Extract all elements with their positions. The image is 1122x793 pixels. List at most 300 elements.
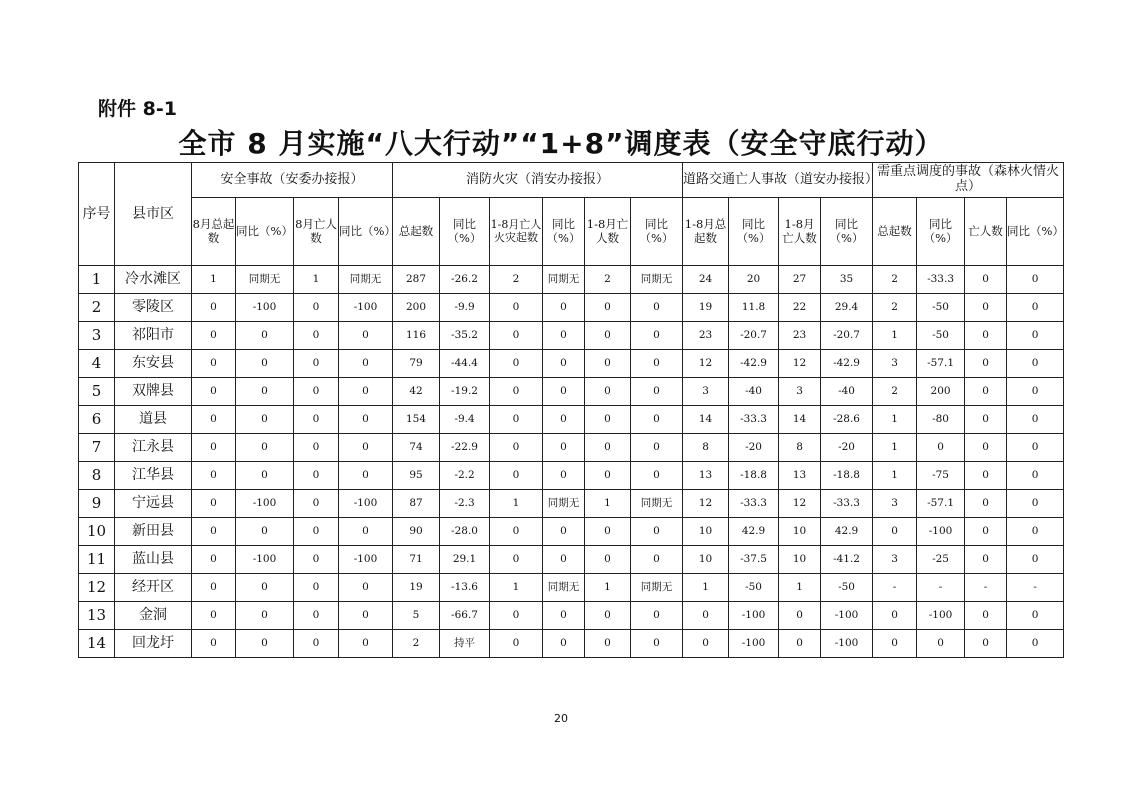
table-row	[79, 630, 1064, 658]
table-cell: -66.7	[440, 602, 490, 630]
table-row	[79, 602, 1064, 630]
table-cell: 0	[779, 630, 821, 658]
table-cell: 0	[294, 630, 339, 658]
county-name: 江永县	[115, 434, 192, 462]
table-cell: -100	[821, 602, 873, 630]
table-cell: 0	[585, 434, 631, 462]
table-cell: 0	[236, 406, 294, 434]
table-cell: 0	[490, 602, 543, 630]
table-cell: 8	[683, 434, 729, 462]
table-cell: 0	[1007, 378, 1064, 406]
table-row	[79, 434, 1064, 462]
table-cell: 0	[192, 378, 236, 406]
table-cell: 0	[339, 462, 393, 490]
table-cell: 0	[236, 602, 294, 630]
table-row	[79, 574, 1064, 602]
table-cell: 持平	[440, 630, 490, 658]
table-cell: 0	[631, 322, 683, 350]
table-cell: 12	[779, 350, 821, 378]
table-cell: 0	[965, 294, 1007, 322]
header-sub: 同比（%）	[440, 198, 490, 266]
table-cell: 13	[779, 462, 821, 490]
table-cell: -100	[236, 294, 294, 322]
table-cell: 0	[543, 602, 585, 630]
table-cell: 2	[873, 378, 917, 406]
table-cell: -100	[917, 518, 965, 546]
table-cell: -25	[917, 546, 965, 574]
table-cell: 19	[393, 574, 440, 602]
table-cell: 0	[965, 378, 1007, 406]
table-cell: 24	[683, 266, 729, 294]
table-cell: 2	[393, 630, 440, 658]
table-cell: 1	[873, 462, 917, 490]
table-cell: 同期无	[543, 574, 585, 602]
table-cell: 0	[1007, 602, 1064, 630]
table-cell: 0	[294, 490, 339, 518]
table-cell: 0	[683, 630, 729, 658]
table-cell: 0	[631, 630, 683, 658]
table-cell: 0	[543, 434, 585, 462]
table-cell: 0	[965, 322, 1007, 350]
table-row	[79, 518, 1064, 546]
table-cell: 0	[1007, 546, 1064, 574]
table-cell: -42.9	[729, 350, 779, 378]
table-cell: -41.2	[821, 546, 873, 574]
county-name: 冷水滩区	[115, 266, 192, 294]
table-cell: -100	[236, 490, 294, 518]
table-cell: 0	[294, 406, 339, 434]
table-cell: 0	[339, 350, 393, 378]
county-name: 双牌县	[115, 378, 192, 406]
header-sub: 同比（%）	[821, 198, 873, 266]
table-cell: 0	[1007, 294, 1064, 322]
row-number: 10	[79, 518, 115, 546]
table-cell: 0	[873, 630, 917, 658]
table-cell: 0	[339, 574, 393, 602]
table-cell: 0	[236, 350, 294, 378]
table-cell: 5	[393, 602, 440, 630]
table-cell: 0	[965, 546, 1007, 574]
table-cell: 0	[192, 434, 236, 462]
table-cell: 0	[965, 266, 1007, 294]
header-seq: 序号	[79, 163, 115, 266]
county-name: 经开区	[115, 574, 192, 602]
page-number: 20	[554, 712, 568, 725]
table-cell: 3	[873, 490, 917, 518]
table-cell: 0	[631, 462, 683, 490]
county-name: 道县	[115, 406, 192, 434]
table-cell: 0	[917, 630, 965, 658]
table-cell: 42	[393, 378, 440, 406]
table-cell: -57.1	[917, 490, 965, 518]
table-row	[79, 546, 1064, 574]
table-cell: 0	[631, 602, 683, 630]
table-cell: 0	[1007, 350, 1064, 378]
table-cell: 1	[490, 574, 543, 602]
table-cell: 0	[585, 602, 631, 630]
county-name: 蓝山县	[115, 546, 192, 574]
table-cell: 0	[490, 294, 543, 322]
table-row	[79, 294, 1064, 322]
county-name: 零陵区	[115, 294, 192, 322]
table-cell: 0	[339, 378, 393, 406]
table-cell: 0	[1007, 266, 1064, 294]
table-cell: 12	[683, 350, 729, 378]
row-number: 6	[79, 406, 115, 434]
table-cell: -2.3	[440, 490, 490, 518]
table-cell: 同期无	[631, 266, 683, 294]
table-cell: 0	[631, 294, 683, 322]
table-cell: 1	[192, 266, 236, 294]
table-cell: 0	[873, 518, 917, 546]
table-cell: 10	[779, 518, 821, 546]
table-cell: -40	[729, 378, 779, 406]
table-cell: 0	[965, 434, 1007, 462]
table-cell: -100	[339, 294, 393, 322]
table-cell: 42.9	[821, 518, 873, 546]
county-name: 回龙圩	[115, 630, 192, 658]
table-cell: 0	[631, 546, 683, 574]
table-cell: -2.2	[440, 462, 490, 490]
table-cell: 0	[965, 406, 1007, 434]
table-cell: 0	[339, 602, 393, 630]
table-cell: 0	[192, 518, 236, 546]
table-cell: 0	[490, 322, 543, 350]
table-cell: 0	[294, 574, 339, 602]
page-title: 全市 8 月实施“八大行动”“1+8”调度表（安全守底行动）	[178, 127, 944, 160]
table-cell: 0	[585, 406, 631, 434]
table-cell: 35	[821, 266, 873, 294]
header-group-fire: 消防火灾（消安办接报）	[393, 163, 683, 198]
table-cell: 0	[965, 630, 1007, 658]
county-name: 江华县	[115, 462, 192, 490]
table-cell: -50	[821, 574, 873, 602]
table-cell: 200	[917, 378, 965, 406]
table-cell: 0	[192, 574, 236, 602]
table-cell: 0	[873, 602, 917, 630]
table-cell: -20	[821, 434, 873, 462]
table-row	[79, 350, 1064, 378]
table-cell: 2	[490, 266, 543, 294]
table-cell: 0	[294, 434, 339, 462]
county-name: 新田县	[115, 518, 192, 546]
table-cell: 0	[543, 406, 585, 434]
table-cell: 0	[543, 630, 585, 658]
table-cell: 0	[236, 434, 294, 462]
header-sub: 同比（%）	[631, 198, 683, 266]
table-cell: -9.9	[440, 294, 490, 322]
table-cell: -	[917, 574, 965, 602]
table-cell: 2	[873, 294, 917, 322]
table-cell: -22.9	[440, 434, 490, 462]
table-cell: 29.4	[821, 294, 873, 322]
table-cell: 12	[779, 490, 821, 518]
table-cell: 0	[294, 350, 339, 378]
header-sub: 同比（%）	[543, 198, 585, 266]
row-number: 5	[79, 378, 115, 406]
table-cell: 8	[779, 434, 821, 462]
header-sub: 1-8月亡人数	[779, 198, 821, 266]
header-group-safety: 安全事故（安委办接报）	[192, 163, 393, 198]
table-cell: 0	[294, 518, 339, 546]
row-number: 2	[79, 294, 115, 322]
table-cell: 154	[393, 406, 440, 434]
table-cell: -28.6	[821, 406, 873, 434]
table-cell: 1	[294, 266, 339, 294]
header-group-traffic: 道路交通亡人事故（道安办接报）	[683, 163, 873, 198]
table-cell: -100	[236, 546, 294, 574]
table-cell: 0	[917, 434, 965, 462]
table-cell: 3	[779, 378, 821, 406]
table-cell: 0	[490, 406, 543, 434]
table-cell: -20.7	[821, 322, 873, 350]
table-cell: 0	[490, 518, 543, 546]
table-cell: 23	[683, 322, 729, 350]
table-cell: 0	[192, 350, 236, 378]
table-cell: -100	[821, 630, 873, 658]
table-cell: 0	[1007, 518, 1064, 546]
table-cell: -44.4	[440, 350, 490, 378]
table-cell: -	[965, 574, 1007, 602]
header-sub: 总起数	[393, 198, 440, 266]
table-cell: 同期无	[631, 574, 683, 602]
table-cell: 3	[873, 546, 917, 574]
table-cell: 0	[294, 378, 339, 406]
table-cell: 0	[294, 462, 339, 490]
table-cell: -37.5	[729, 546, 779, 574]
table-cell: -33.3	[821, 490, 873, 518]
table-cell: 0	[236, 518, 294, 546]
table-cell: 0	[236, 574, 294, 602]
table-cell: -20	[729, 434, 779, 462]
table-cell: 同期无	[339, 266, 393, 294]
table-cell: 1	[490, 490, 543, 518]
table-cell: 1	[873, 322, 917, 350]
table-cell: 0	[965, 602, 1007, 630]
table-cell: 0	[585, 546, 631, 574]
table-cell: 29.1	[440, 546, 490, 574]
table-cell: 87	[393, 490, 440, 518]
table-row	[79, 378, 1064, 406]
table-cell: 2	[873, 266, 917, 294]
table-cell: 13	[683, 462, 729, 490]
table-cell: 0	[543, 350, 585, 378]
table-cell: 同期无	[236, 266, 294, 294]
table-cell: -26.2	[440, 266, 490, 294]
table-cell: -13.6	[440, 574, 490, 602]
table-cell: 12	[683, 490, 729, 518]
header-sub: 1-8月总起数	[683, 198, 729, 266]
table-cell: 0	[192, 630, 236, 658]
table-cell: -50	[917, 322, 965, 350]
table-cell: 42.9	[729, 518, 779, 546]
row-number: 3	[79, 322, 115, 350]
table-cell: 14	[683, 406, 729, 434]
table-cell: 2	[585, 266, 631, 294]
table-cell: -100	[339, 546, 393, 574]
table-cell: -33.3	[729, 406, 779, 434]
row-number: 11	[79, 546, 115, 574]
header-sub: 总起数	[873, 198, 917, 266]
header-sub: 8月亡人数	[294, 198, 339, 266]
header-county: 县市区	[115, 163, 192, 266]
table-cell: 0	[490, 434, 543, 462]
table-cell: 0	[631, 378, 683, 406]
table-row	[79, 490, 1064, 518]
table-cell: 3	[683, 378, 729, 406]
table-cell: 22	[779, 294, 821, 322]
table-cell: -	[873, 574, 917, 602]
table-cell: -9.4	[440, 406, 490, 434]
table-cell: -100	[729, 602, 779, 630]
table-cell: -75	[917, 462, 965, 490]
table-cell: 0	[490, 378, 543, 406]
table-cell: 20	[729, 266, 779, 294]
table-cell: 0	[490, 462, 543, 490]
table-cell: 0	[294, 546, 339, 574]
table-cell: 0	[1007, 434, 1064, 462]
header-sub: 同比（%）	[729, 198, 779, 266]
header-sub: 1-8月亡人火灾起数	[490, 198, 543, 266]
header-sub: 8月总起数	[192, 198, 236, 266]
table-cell: 0	[543, 322, 585, 350]
header-sub: 同比（%）	[1007, 198, 1064, 266]
table-cell: 0	[631, 518, 683, 546]
table-cell: 0	[490, 546, 543, 574]
table-cell: 同期无	[543, 490, 585, 518]
table-cell: 0	[294, 294, 339, 322]
table-cell: -35.2	[440, 322, 490, 350]
table-cell: 74	[393, 434, 440, 462]
table-cell: 1	[873, 406, 917, 434]
table-row	[79, 406, 1064, 434]
row-number: 13	[79, 602, 115, 630]
table-cell: 0	[965, 490, 1007, 518]
table-cell: 200	[393, 294, 440, 322]
table-cell: 0	[294, 322, 339, 350]
table-cell: 0	[1007, 630, 1064, 658]
table-cell: 23	[779, 322, 821, 350]
table-cell: -50	[729, 574, 779, 602]
table-cell: 1	[779, 574, 821, 602]
table-cell: 10	[683, 546, 729, 574]
table-cell: -57.1	[917, 350, 965, 378]
table-cell: 0	[965, 518, 1007, 546]
table-cell: 0	[1007, 490, 1064, 518]
table-cell: 0	[339, 434, 393, 462]
table-cell: 10	[683, 518, 729, 546]
table-cell: 116	[393, 322, 440, 350]
attachment-label: 附件 8-1	[98, 98, 177, 120]
table-cell: 0	[1007, 406, 1064, 434]
table-cell: 0	[585, 294, 631, 322]
table-cell: 0	[631, 406, 683, 434]
table-cell: 0	[631, 434, 683, 462]
table-cell: 0	[1007, 462, 1064, 490]
table-body	[79, 266, 1064, 658]
table-cell: 14	[779, 406, 821, 434]
table-cell: -33.3	[917, 266, 965, 294]
county-name: 宁远县	[115, 490, 192, 518]
table-cell: -80	[917, 406, 965, 434]
table-cell: 0	[585, 630, 631, 658]
table-cell: 0	[339, 406, 393, 434]
table-cell: -50	[917, 294, 965, 322]
table-cell: 0	[585, 350, 631, 378]
table-cell: 71	[393, 546, 440, 574]
row-number: 12	[79, 574, 115, 602]
table-cell: 0	[490, 630, 543, 658]
table-cell: -40	[821, 378, 873, 406]
row-number: 4	[79, 350, 115, 378]
table-row	[79, 462, 1064, 490]
table-cell: -18.8	[821, 462, 873, 490]
table-cell: 1	[585, 574, 631, 602]
table-cell: 0	[192, 322, 236, 350]
table-cell: 0	[585, 322, 631, 350]
table-cell: 同期无	[543, 266, 585, 294]
row-number: 14	[79, 630, 115, 658]
table-cell: 0	[585, 378, 631, 406]
table-cell: 0	[965, 462, 1007, 490]
header-sub: 1-8月亡人数	[585, 198, 631, 266]
table-cell: 19	[683, 294, 729, 322]
header-sub: 同比（%）	[339, 198, 393, 266]
row-number: 8	[79, 462, 115, 490]
table-cell: 0	[683, 602, 729, 630]
table-cell: 0	[192, 406, 236, 434]
table-cell: 0	[543, 378, 585, 406]
table-cell: 287	[393, 266, 440, 294]
header-group-forest: 需重点调度的事故（森林火情火点）	[873, 163, 1064, 198]
table-row	[79, 322, 1064, 350]
table-cell: 0	[543, 462, 585, 490]
table-cell: -19.2	[440, 378, 490, 406]
table-cell: 0	[339, 518, 393, 546]
county-name: 东安县	[115, 350, 192, 378]
table-cell: 0	[192, 602, 236, 630]
table-cell: 0	[236, 378, 294, 406]
table-cell: 10	[779, 546, 821, 574]
county-name: 祁阳市	[115, 322, 192, 350]
row-number: 9	[79, 490, 115, 518]
county-name: 金洞	[115, 602, 192, 630]
table-cell: 27	[779, 266, 821, 294]
table-cell: 0	[585, 518, 631, 546]
table-cell: 95	[393, 462, 440, 490]
table-cell: -28.0	[440, 518, 490, 546]
table-cell: -20.7	[729, 322, 779, 350]
table-cell: 3	[873, 350, 917, 378]
table-cell: -100	[339, 490, 393, 518]
table-cell: 0	[543, 546, 585, 574]
row-number: 7	[79, 434, 115, 462]
table-cell: -	[1007, 574, 1064, 602]
table-cell: 1	[873, 434, 917, 462]
table-cell: 1	[585, 490, 631, 518]
table-cell: 0	[192, 462, 236, 490]
table-cell: 0	[1007, 322, 1064, 350]
table-cell: 0	[294, 602, 339, 630]
table-cell: 0	[339, 630, 393, 658]
table-cell: -33.3	[729, 490, 779, 518]
header-sub: 同比（%）	[236, 198, 294, 266]
table-cell: 0	[490, 350, 543, 378]
table-cell: 11.8	[729, 294, 779, 322]
table-cell: 0	[236, 322, 294, 350]
table-cell: 90	[393, 518, 440, 546]
header-sub: 同比（%）	[917, 198, 965, 266]
